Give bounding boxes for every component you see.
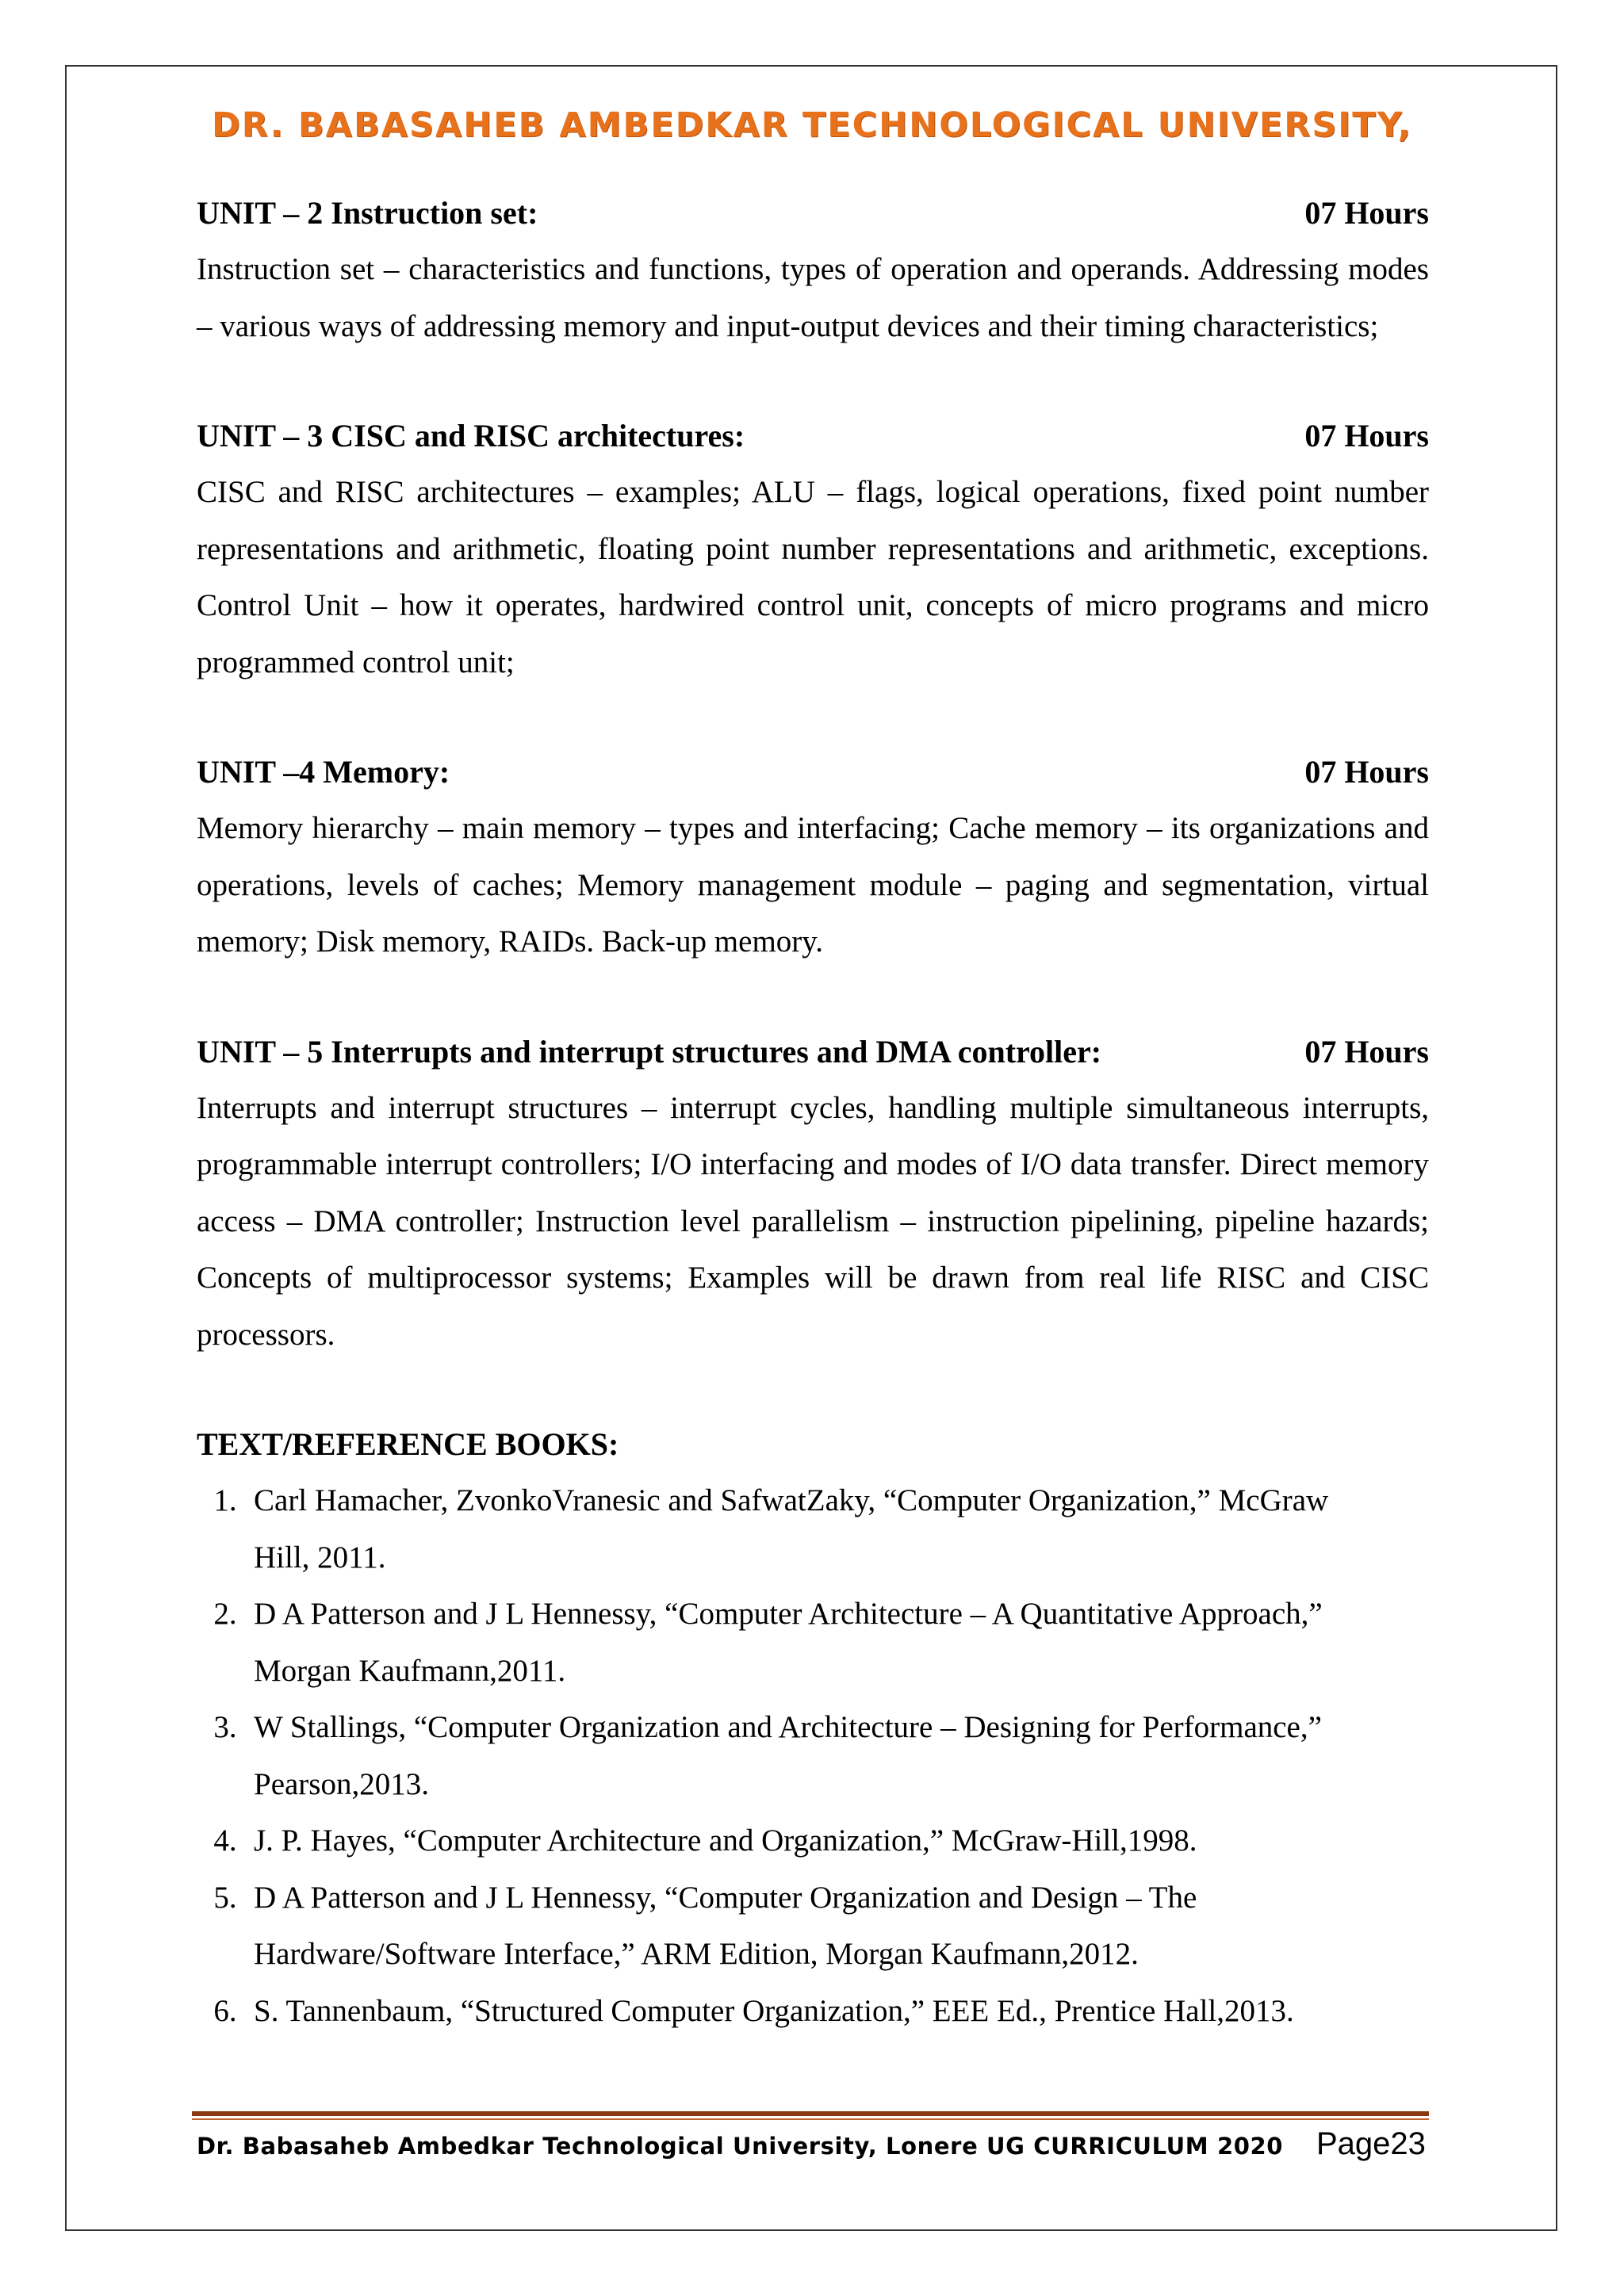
book-citation (254, 1869, 1429, 1983)
unit-3-section (197, 413, 1429, 691)
citation-line: Hardware/Software Interface,” ARM Edition, Morgan Kaufmann,2012. (254, 1937, 1139, 1971)
unit-title: UNIT –4 Memory: (197, 754, 450, 790)
unit-heading (197, 190, 1429, 236)
citation-line: D A Patterson and J L Hennessy, “Computer Organization and Design – The (254, 1880, 1197, 1915)
reference-books-section (197, 1422, 1429, 2039)
list-item (197, 1472, 1429, 1586)
unit-heading (197, 413, 1429, 459)
unit-hours: 07 Hours (1304, 1033, 1429, 1070)
unit-hours: 07 Hours (1304, 195, 1429, 231)
book-citation (254, 1586, 1429, 1699)
book-citation (254, 1699, 1429, 1812)
books-list (197, 1472, 1429, 2039)
list-number: 3. (213, 1710, 237, 1744)
unit-hours: 07 Hours (1304, 754, 1429, 790)
header-title: DR. BABASAHEB AMBEDKAR TECHNOLOGICAL UNIVERSITY, (212, 105, 1412, 145)
book-citation (254, 1812, 1429, 1869)
unit-hours: 07 Hours (1304, 418, 1429, 453)
list-number: 2. (213, 1597, 237, 1631)
list-number: 6. (213, 1993, 237, 2028)
citation-line: Carl Hamacher, ZvonkoVranesic and SafwatZaky, “Computer Organization,” McGraw (254, 1483, 1329, 1517)
citation-line: D A Patterson and J L Hennessy, “Computer Architecture – A Quantitative Approach,” (254, 1597, 1323, 1631)
unit-description: Interrupts and interrupt structures – interrupt cycles, handling multiple simultaneous interrupts, programmable interrupt controllers; I/O interfacing and modes of I/O data transfer. Direct memory access – DMA controller; Instruction level parallelism – instruction pipelining, pipeline hazards; Concepts of multiprocessor systems; Examples will be drawn from real life RISC and CISC processors. (197, 1090, 1429, 1352)
footer-divider-thin (192, 2118, 1429, 2120)
page-number: Page23 (1316, 2126, 1426, 2161)
unit-heading (197, 749, 1429, 795)
list-item (197, 1812, 1429, 1869)
books-heading: TEXT/REFERENCE BOOKS: (197, 1426, 619, 1462)
footer-divider (192, 2111, 1429, 2116)
unit-5-section (197, 1029, 1429, 1364)
citation-line: Hill, 2011. (254, 1540, 386, 1575)
list-number: 4. (213, 1823, 237, 1858)
list-number: 5. (213, 1880, 237, 1915)
citation-line: S. Tannenbaum, “Structured Computer Organization,” EEE Ed., Prentice Hall,2013. (254, 1993, 1294, 2028)
unit-description: Instruction set – characteristics and functions, types of operation and operands. Addressing modes – various ways of addressing memory and input-output devices and their timing characteristics; (197, 252, 1429, 343)
unit-title: UNIT – 2 Instruction set: (197, 195, 538, 231)
book-citation (254, 1472, 1429, 1586)
list-item (197, 1586, 1429, 1699)
unit-title: UNIT – 3 CISC and RISC architectures: (197, 418, 745, 453)
unit-description: Memory hierarchy – main memory – types and interfacing; Cache memory – its organizations and operations, levels of caches; Memory management module – paging and segmentation, virtual memory; Disk memory, RAIDs. Back-up memory. (197, 811, 1429, 959)
book-citation (254, 1983, 1429, 2040)
citation-line: J. P. Hayes, “Computer Architecture and Organization,” McGraw-Hill,1998. (254, 1823, 1197, 1858)
citation-line: Morgan Kaufmann,2011. (254, 1653, 566, 1688)
list-item (197, 1983, 1429, 2040)
unit-description: CISC and RISC architectures – examples; ALU – flags, logical operations, fixed point number representations and arithmetic, floating point number representations and arithmetic, exceptions. Control Unit – how it operates, hardwired control unit, concepts of micro programs and micro programmed control unit; (197, 475, 1429, 679)
list-number: 1. (213, 1483, 237, 1517)
list-item (197, 1869, 1429, 1983)
page-content (197, 190, 1429, 2039)
list-item (197, 1699, 1429, 1812)
citation-line: W Stallings, “Computer Organization and Architecture – Designing for Performance,” (254, 1710, 1322, 1744)
unit-4-section (197, 749, 1429, 970)
unit-title: UNIT – 5 Interrupts and interrupt structures and DMA controller: (197, 1033, 1102, 1070)
citation-line: Pearson,2013. (254, 1766, 429, 1801)
unit-heading (197, 1029, 1429, 1075)
unit-2-section (197, 190, 1429, 354)
footer-text: Dr. Babasaheb Ambedkar Technological University, Lonere UG CURRICULUM 2020 (197, 2133, 1284, 2160)
